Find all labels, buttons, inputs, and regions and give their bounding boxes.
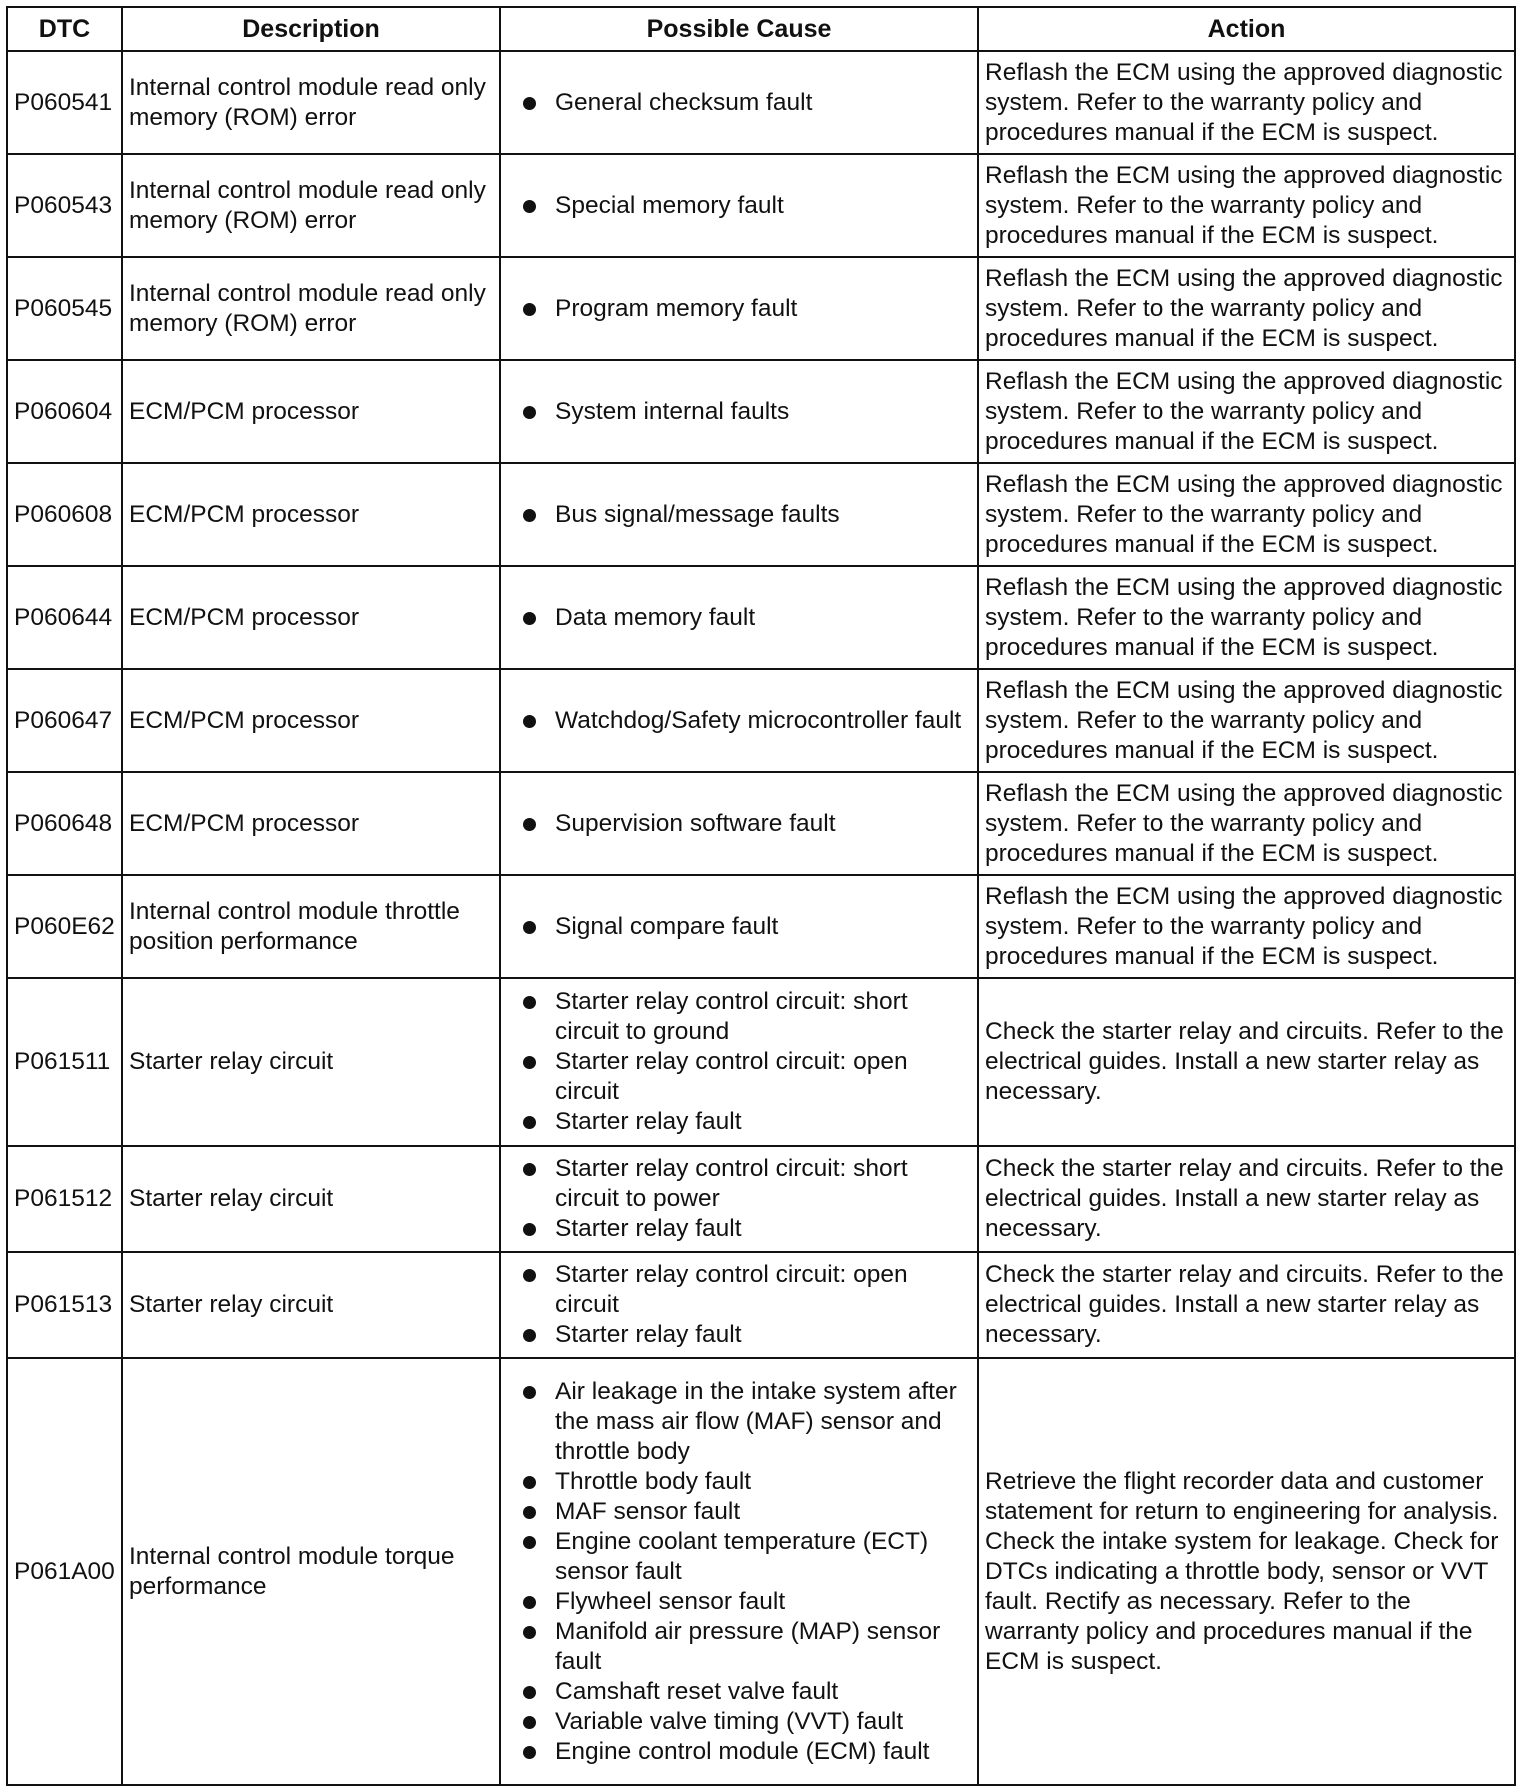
dtc-description: Internal control module torque performance (122, 1358, 500, 1785)
dtc-description: Internal control module throttle position performance (122, 875, 500, 978)
possible-cause-cell (500, 875, 978, 978)
dtc-description: Starter relay circuit (122, 1252, 500, 1358)
table-row (7, 463, 1515, 566)
possible-cause-cell (500, 257, 978, 360)
dtc-code: P060E62 (7, 875, 122, 978)
dtc-code: P060604 (7, 360, 122, 463)
possible-cause-cell (500, 463, 978, 566)
cause-item: System internal faults (519, 397, 971, 427)
dtc-code: P060543 (7, 154, 122, 257)
header-action: Action (978, 7, 1515, 51)
cause-item: Throttle body fault (519, 1467, 971, 1497)
cause-list (519, 1377, 971, 1767)
action-text: Reflash the ECM using the approved diagnostic system. Refer to the warranty policy and procedures manual if the ECM is suspect. (978, 875, 1515, 978)
dtc-description: ECM/PCM processor (122, 669, 500, 772)
cause-list (519, 397, 971, 427)
action-text: Reflash the ECM using the approved diagnostic system. Refer to the warranty policy and procedures manual if the ECM is suspect. (978, 772, 1515, 875)
cause-item: Engine coolant temperature (ECT) sensor fault (519, 1527, 971, 1587)
action-text: Check the starter relay and circuits. Refer to the electrical guides. Install a new starter relay as necessary. (978, 1252, 1515, 1358)
dtc-description: ECM/PCM processor (122, 772, 500, 875)
action-text: Check the starter relay and circuits. Refer to the electrical guides. Install a new starter relay as necessary. (978, 978, 1515, 1146)
action-text: Reflash the ECM using the approved diagnostic system. Refer to the warranty policy and procedures manual if the ECM is suspect. (978, 257, 1515, 360)
action-text: Reflash the ECM using the approved diagnostic system. Refer to the warranty policy and procedures manual if the ECM is suspect. (978, 154, 1515, 257)
action-text: Reflash the ECM using the approved diagnostic system. Refer to the warranty policy and procedures manual if the ECM is suspect. (978, 51, 1515, 154)
cause-list (519, 191, 971, 221)
cause-item: Program memory fault (519, 294, 971, 324)
action-text: Reflash the ECM using the approved diagnostic system. Refer to the warranty policy and procedures manual if the ECM is suspect. (978, 360, 1515, 463)
header-dtc: DTC (7, 7, 122, 51)
cause-item: Manifold air pressure (MAP) sensor fault (519, 1617, 971, 1677)
cause-item: Starter relay control circuit: short circuit to ground (519, 987, 971, 1047)
cause-item: Variable valve timing (VVT) fault (519, 1707, 971, 1737)
possible-cause-cell (500, 1146, 978, 1252)
dtc-code: P061511 (7, 978, 122, 1146)
cause-item: Supervision software fault (519, 809, 971, 839)
possible-cause-cell (500, 566, 978, 669)
cause-item: General checksum fault (519, 88, 971, 118)
dtc-code: P061513 (7, 1252, 122, 1358)
header-possible-cause: Possible Cause (500, 7, 978, 51)
possible-cause-cell (500, 1252, 978, 1358)
possible-cause-cell (500, 154, 978, 257)
dtc-description: Internal control module read only memory (ROM) error (122, 51, 500, 154)
cause-item: MAF sensor fault (519, 1497, 971, 1527)
table-row (7, 1358, 1515, 1785)
cause-item: Starter relay control circuit: open circuit (519, 1260, 971, 1320)
dtc-code: P061A00 (7, 1358, 122, 1785)
cause-list (519, 88, 971, 118)
dtc-code: P060608 (7, 463, 122, 566)
cause-list (519, 706, 971, 736)
cause-item: Camshaft reset valve fault (519, 1677, 971, 1707)
possible-cause-cell (500, 978, 978, 1146)
cause-item: Air leakage in the intake system after the mass air flow (MAF) sensor and throttle body (519, 1377, 971, 1467)
cause-item: Flywheel sensor fault (519, 1587, 971, 1617)
dtc-code: P060541 (7, 51, 122, 154)
dtc-description: Starter relay circuit (122, 1146, 500, 1252)
cause-item: Starter relay control circuit: short circuit to power (519, 1154, 971, 1214)
dtc-code: P060644 (7, 566, 122, 669)
table-row (7, 154, 1515, 257)
action-text: Reflash the ECM using the approved diagnostic system. Refer to the warranty policy and procedures manual if the ECM is suspect. (978, 669, 1515, 772)
dtc-description: ECM/PCM processor (122, 360, 500, 463)
cause-item: Special memory fault (519, 191, 971, 221)
possible-cause-cell (500, 1358, 978, 1785)
dtc-code: P060545 (7, 257, 122, 360)
table-row (7, 1146, 1515, 1252)
dtc-code: P061512 (7, 1146, 122, 1252)
action-text: Reflash the ECM using the approved diagnostic system. Refer to the warranty policy and procedures manual if the ECM is suspect. (978, 566, 1515, 669)
table-row (7, 566, 1515, 669)
header-row (7, 7, 1515, 51)
table-row (7, 360, 1515, 463)
cause-list (519, 809, 971, 839)
table-row (7, 1252, 1515, 1358)
table-row (7, 257, 1515, 360)
cause-item: Starter relay fault (519, 1214, 971, 1244)
cause-item: Engine control module (ECM) fault (519, 1737, 971, 1767)
action-text: Retrieve the flight recorder data and customer statement for return to engineering for analysis. Check the intake system for leakage. Check for DTCs indicating a throttle body, sensor or VVT fault. Rectify as necessary. Refer to the warranty policy and procedures manual if the ECM is suspect. (978, 1358, 1515, 1785)
header-description: Description (122, 7, 500, 51)
cause-list (519, 987, 971, 1137)
cause-item: Bus signal/message faults (519, 500, 971, 530)
cause-item: Starter relay fault (519, 1107, 971, 1137)
table-row (7, 51, 1515, 154)
dtc-description: ECM/PCM processor (122, 463, 500, 566)
table-row (7, 669, 1515, 772)
cause-item: Watchdog/Safety microcontroller fault (519, 706, 971, 736)
dtc-description: ECM/PCM processor (122, 566, 500, 669)
cause-item: Starter relay fault (519, 1320, 971, 1350)
dtc-description: Internal control module read only memory (ROM) error (122, 154, 500, 257)
dtc-code: P060647 (7, 669, 122, 772)
dtc-code: P060648 (7, 772, 122, 875)
cause-item: Data memory fault (519, 603, 971, 633)
possible-cause-cell (500, 669, 978, 772)
possible-cause-cell (500, 51, 978, 154)
action-text: Reflash the ECM using the approved diagnostic system. Refer to the warranty policy and procedures manual if the ECM is suspect. (978, 463, 1515, 566)
cause-list (519, 603, 971, 633)
table-row (7, 772, 1515, 875)
dtc-description: Internal control module read only memory (ROM) error (122, 257, 500, 360)
cause-item: Starter relay control circuit: open circuit (519, 1047, 971, 1107)
cause-list (519, 1154, 971, 1244)
table-row (7, 875, 1515, 978)
cause-list (519, 294, 971, 324)
action-text: Check the starter relay and circuits. Refer to the electrical guides. Install a new starter relay as necessary. (978, 1146, 1515, 1252)
dtc-table (6, 6, 1516, 1786)
cause-item: Signal compare fault (519, 912, 971, 942)
possible-cause-cell (500, 360, 978, 463)
dtc-description: Starter relay circuit (122, 978, 500, 1146)
cause-list (519, 1260, 971, 1350)
cause-list (519, 500, 971, 530)
possible-cause-cell (500, 772, 978, 875)
cause-list (519, 912, 971, 942)
table-row (7, 978, 1515, 1146)
